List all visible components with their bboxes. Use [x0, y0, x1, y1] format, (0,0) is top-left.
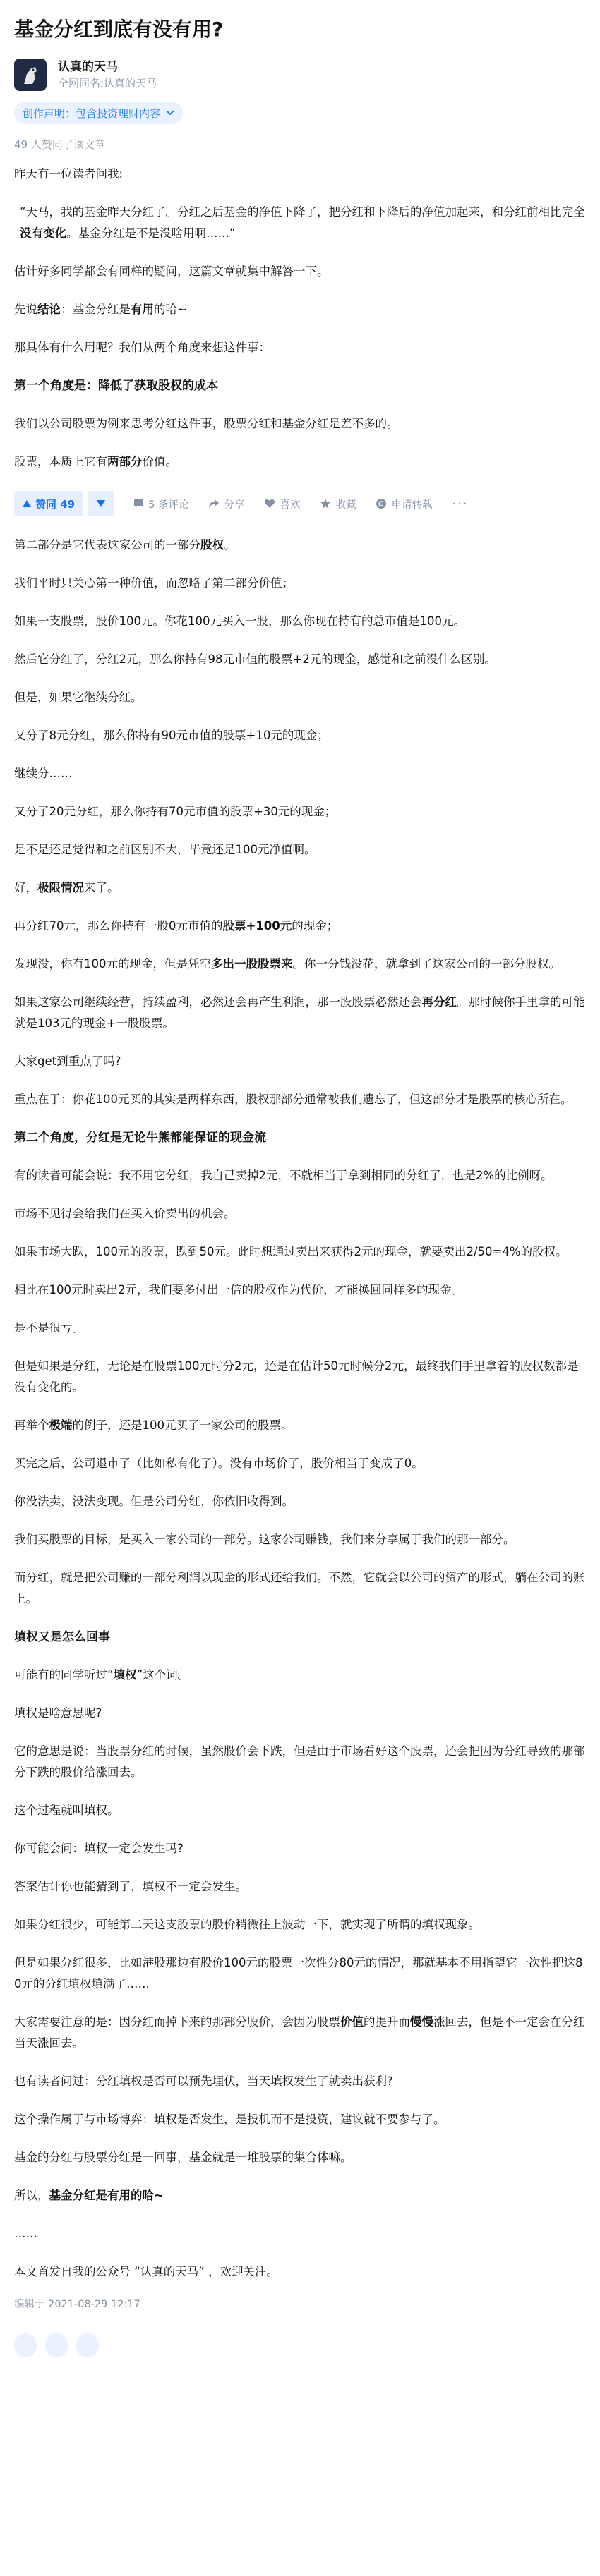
paragraph: 本文首发自我的公众号 “认真的天马” ，欢迎关注。	[14, 2265, 279, 2278]
heart-icon	[264, 498, 275, 509]
like-label: 喜欢	[280, 499, 301, 511]
paragraph: 买完之后，公司退市了（比如私有化了）。没有市场价了，股价相当于变成了0。	[14, 1457, 424, 1470]
paragraph: 重点在于：你花100元买的其实是两样东西，股权那部分通常被我们遗忘了，但这部分才是股票的核心所在。	[14, 1093, 572, 1106]
paragraph: 股票，本质上它有两部分价值。	[14, 455, 177, 468]
comment-label: 5 条评论	[148, 499, 189, 511]
paragraph: 你没法卖，没法变现。但是公司分红，你依旧收得到。	[14, 1495, 294, 1508]
article-content	[14, 164, 586, 2283]
comment-button[interactable]	[133, 497, 188, 511]
paragraph: 先说结论：基金分红是有用的哈~	[14, 303, 187, 316]
horse-avatar-icon	[14, 59, 47, 91]
like-button[interactable]	[264, 497, 300, 511]
share-label: 分享	[224, 499, 245, 511]
chevron-down-icon	[166, 110, 174, 116]
comment-icon	[133, 498, 144, 509]
paragraph: 是不是很亏。	[14, 1321, 84, 1335]
paragraph: 基金的分红与股票分红是一回事，基金就是一堆股票的集合体嘛。	[14, 2151, 352, 2164]
reprint-button[interactable]	[376, 497, 432, 511]
triangle-up-icon	[23, 500, 31, 507]
paragraph: 而分红，就是把公司赚的一部分利润以现金的形式还给我们。不然，它就会以公司的资产的形式，躺在公司的账上。	[14, 1571, 585, 1605]
section-heading: 第一个角度是：降低了获取股权的成本	[14, 379, 218, 393]
creation-statement-label: 创作声明：包含投资理财内容	[23, 107, 161, 120]
paragraph: 然后它分红了，分红2元，那么你持有98元市值的股票+2元的现金，感觉和之前没什么区别。	[14, 652, 496, 666]
paragraph: 填权是啥意思呢?	[14, 1706, 102, 1720]
paragraph: 这个操作属于与市场博弈：填权是否发生，是投机而不是投资，建议就不要参与了。	[14, 2113, 445, 2126]
paragraph: 但是如果是分红，无论是在股票100元时分2元，还是在估计50元时候分2元，最终我们手里拿着的股权数都是没有变化的。	[14, 1359, 579, 1394]
section-heading: 填权又是怎么回事	[14, 1630, 110, 1644]
author-meta	[58, 59, 157, 91]
paragraph: 它的意思是说：当股票分红的时候，虽然股价会下跌，但是由于市场看好这个股票，还会把因为分红导致的那部分下跌的股价给涨回去。	[14, 1744, 585, 1779]
share-button[interactable]	[208, 497, 244, 511]
paragraph: 我们买股票的目标，是买入一家公司的一部分。这家公司赚钱，我们来分享属于我们的那一部分。	[14, 1533, 515, 1546]
paragraph: 好，极限情况来了。	[14, 881, 119, 894]
paragraph: “天马，我的基金昨天分红了。分红之后基金的净值下降了，把分红和下降后的净值加起来，和分红前相比完全没有变化。基金分红是不是没啥用啊……”	[20, 205, 585, 240]
paragraph: 继续分……	[14, 767, 73, 780]
paragraph: 如果分红很少，可能第二天这支股票的股价稍微往上波动一下，就实现了所谓的填权现象。	[14, 1918, 480, 1931]
topic-tag[interactable]	[45, 2333, 68, 2357]
author-card	[14, 58, 586, 92]
author-bio: 全网同名:认真的天马	[58, 77, 157, 90]
paragraph: 市场不见得会给我们在买入价卖出的机会。	[14, 1207, 236, 1220]
paragraph: 如果一支股票，股价100元。你花100元买入一股，那么你现在持有的总市值是100元。	[14, 614, 465, 628]
edited-timestamp: 编辑于 2021-08-29 12:17	[14, 2299, 140, 2310]
paragraph: 你可能会问：填权一定会发生吗?	[14, 1842, 184, 1855]
copyright-icon	[376, 498, 387, 509]
vote-up-label: 赞同 49	[35, 497, 76, 511]
paragraph: 如果市场大跌，100元的股票，跌到50元。此时想通过卖出来获得2元的现金，就要卖出2/50=4%的股权。	[14, 1245, 568, 1258]
paragraph: 这个过程就叫填权。	[14, 1804, 119, 1817]
paragraph: 再分红70元，那么你持有一股0元市值的股票+100元的现金；	[14, 919, 339, 932]
star-icon	[320, 498, 331, 509]
paragraph: 昨天有一位读者问我:	[14, 167, 124, 181]
paragraph: 也有读者问过：分红填权是否可以预先埋伏，当天填权发生了就卖出获利?	[14, 2074, 393, 2088]
paragraph: 我们以公司股票为例来思考分红这件事，股票分红和基金分红是差不多的。	[14, 417, 399, 430]
favorite-button[interactable]	[320, 497, 356, 511]
topic-tags	[14, 2333, 586, 2357]
triangle-down-icon	[97, 500, 105, 507]
topic-tag[interactable]	[14, 2333, 37, 2357]
author-avatar[interactable]	[14, 59, 47, 91]
article-title: 基金分红到底有没有用?	[14, 18, 224, 41]
author-name[interactable]: 认真的天马	[58, 60, 118, 74]
paragraph: 估计好多同学都会有同样的疑问，这篇文章就集中解答一下。	[14, 265, 329, 278]
share-icon	[208, 498, 220, 509]
paragraph: 我们平时只关心第一种价值，而忽略了第二部分价值；	[14, 576, 294, 590]
paragraph: 发现没，你有100元的现金，但是凭空多出一股股票来。你一分钱没花，就拿到了这家公司的一部分股权。	[14, 957, 560, 971]
vote-down-button[interactable]	[88, 491, 114, 516]
paragraph: 所以，基金分红是有用的哈~	[14, 2189, 164, 2202]
paragraph: 但是，如果它继续分红。	[14, 691, 143, 704]
paragraph: 答案估计你也能猜到了，填权不一定会发生。	[14, 1880, 247, 1893]
paragraph: 第二部分是它代表这家公司的一部分股权。	[14, 538, 236, 552]
paragraph: 是不是还是觉得和之前区别不大，毕竟还是100元净值啊。	[14, 843, 316, 856]
paragraph: 大家get到重点了吗?	[14, 1055, 121, 1068]
likes-count-line[interactable]: 49 人赞同了该文章	[14, 138, 105, 151]
paragraph: ……	[14, 2227, 37, 2240]
paragraph: 那具体有什么用呢？我们从两个角度来想这件事：	[14, 341, 270, 354]
paragraph: 又分了20元分红，那么你持有70元市值的股票+30元的现金；	[14, 805, 337, 818]
paragraph: 有的读者可能会说：我不用它分红，我自己卖掉2元，不就相当于拿到相同的分红了，也是2%的比例呀。	[14, 1169, 553, 1182]
paragraph: 但是如果分红很多，比如港股那边有股价100元的股票一次性分80元的情况，那就基本不用指望它一次性把这80元的分红填权填满了……	[14, 1956, 583, 1991]
favorite-label: 收藏	[335, 499, 356, 511]
paragraph: 如果这家公司继续经营，持续盈利，必然还会再产生利润，那一股股票必然还会再分红。那时候你手里拿的可能就是103元的现金+一股股票。	[14, 995, 585, 1030]
vote-up-button[interactable]	[14, 491, 83, 516]
reprint-label: 申请转载	[391, 499, 433, 511]
paragraph: 又分了8元分红，那么你持有90元市值的股票+10元的现金；	[14, 729, 329, 742]
section-heading: 第二个角度，分红是无论牛熊都能保证的现金流	[14, 1131, 266, 1145]
paragraph: 再举个极端的例子，还是100元买了一家公司的股票。	[14, 1418, 293, 1432]
creation-statement-tag[interactable]	[14, 102, 183, 124]
more-options-button[interactable]: ···	[452, 496, 469, 511]
topic-tag[interactable]	[76, 2333, 99, 2357]
paragraph: 相比在100元时卖出2元，我们要多付出一倍的股权作为代价，才能换回同样多的现金。	[14, 1283, 463, 1296]
paragraph: 可能有的同学听过“填权”这个词。	[14, 1668, 190, 1682]
paragraph: 大家需要注意的是：因分红而掉下来的那部分股价，会因为股票价值的提升而慢慢涨回去，但是不一定会在分红当天涨回去。	[14, 2015, 585, 2050]
inline-action-bar	[14, 490, 586, 518]
